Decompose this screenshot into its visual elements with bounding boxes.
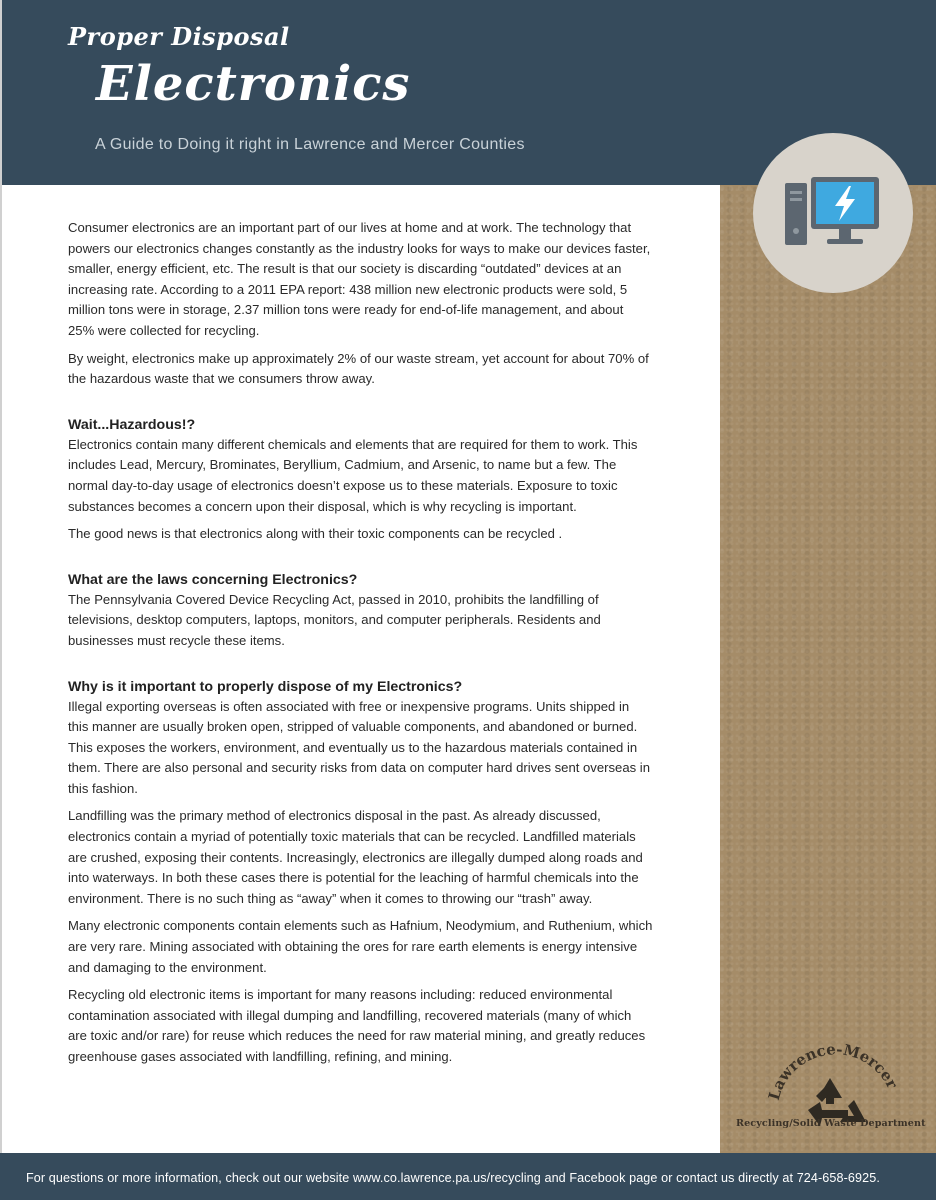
paragraph: By weight, electronics make up approximately 2% of our waste stream, yet account for about 70% of the hazardous waste that we consumers throw away. (68, 350, 649, 387)
page-subtitle: A Guide to Doing it right in Lawrence and Mercer Counties (95, 136, 525, 153)
logo-arc-textpath: Lawrence-Mercer (764, 1040, 902, 1103)
paragraph: The Pennsylvania Covered Device Recycling Act, passed in 2010, prohibits the landfilling of televisions, desktop computers, laptops, monitors, and computer peripherals. Residents and businesses must recycle these items. (68, 591, 601, 648)
paragraph: Consumer electronics are an important part of our lives at home and at work. The technology that powers our electronics changes constantly as the industry looks for ways to make our devices faster, smaller, energy efficient, etc. The result is that our society is discarding “outdated” devices at an increasing rate. According to a 2011 EPA report: 438 million new electronic products were sold, 5 million tons were in storage, 2.37 million tons were ready for end-of-life management, and about 25% were collected for recycling. (68, 220, 651, 338)
paragraph: Electronics contain many different chemicals and elements that are required for them to work. This includes Lead, Mercury, Brominates, Beryllium, Cadmium, and Arsenic, to name but a few. The normal day-to-day usage of electronics doesn’t expose us to these materials. Exposure to toxic substances becomes a concern upon their disposal, which is why recycling is important. (68, 436, 638, 514)
footer-contact: For questions or more information, check out our website www.co.lawrence.pa.us/recycling and Facebook page or contact us directly at 724-658-6925. (26, 1171, 880, 1185)
paragraph: Recycling old electronic items is important for many reasons including: reduced environmental contamination associated with illegal dumping and landfilling, recovered materials (many of which are toxic and/or rare) for reuse which reduces the need for raw material mining, and greatly reduces greenhouse gases associated with landfilling, refining, and mining. (68, 987, 646, 1064)
paragraph: The good news is that electronics along with their toxic components can be recycled . (68, 526, 563, 542)
section-intro (68, 218, 653, 390)
paragraph: Many electronic components contain elements such as Hafnium, Neodymium, and Ruthenium, which are very rare. Mining associated with obtaining the ores for rare earth elements is energy intensive and damaging to the environment. (68, 918, 653, 975)
section-why-dispose (68, 677, 653, 1068)
kraft-sidebar (720, 185, 936, 1153)
section-heading: Wait...Hazardous!? (68, 416, 196, 433)
icon-badge (753, 133, 913, 293)
section-heading: What are the laws concerning Electronics? (68, 571, 358, 588)
section-heading: Why is it important to properly dispose of my Electronics? (68, 678, 463, 695)
paragraph: Illegal exporting overseas is often associated with free or inexpensive programs. Units shipped in this manner are usually broken open, stripped of valuable components, and abandoned or burned. This exposes the workers, environment, and eventually us to the hazardous materials contained in them. There are also personal and security risks from data on computer hard drives sent overseas in this fashion. (68, 698, 650, 796)
header-kicker: Proper Disposal (68, 22, 290, 51)
computer-icon (783, 171, 883, 255)
section-hazardous (68, 415, 653, 545)
section-laws (68, 570, 653, 652)
page-title: Electronics (96, 56, 411, 112)
article-body (68, 218, 653, 1075)
logo-caption: Recycling/Solid Waste Department (736, 1118, 926, 1129)
paragraph: Landfilling was the primary method of electronics disposal in the past. As already discussed, electronics contain a myriad of potentially toxic materials that can be recycled. Landfilled materials are crushed, exposing their contents. Increasingly, electronics are illegally dumped along roads and into waterways. In both these cases there is potential for the leaching of harmful chemicals into the environment. There is no such thing as “away” when it comes to throwing our “trash” away. (68, 808, 643, 906)
